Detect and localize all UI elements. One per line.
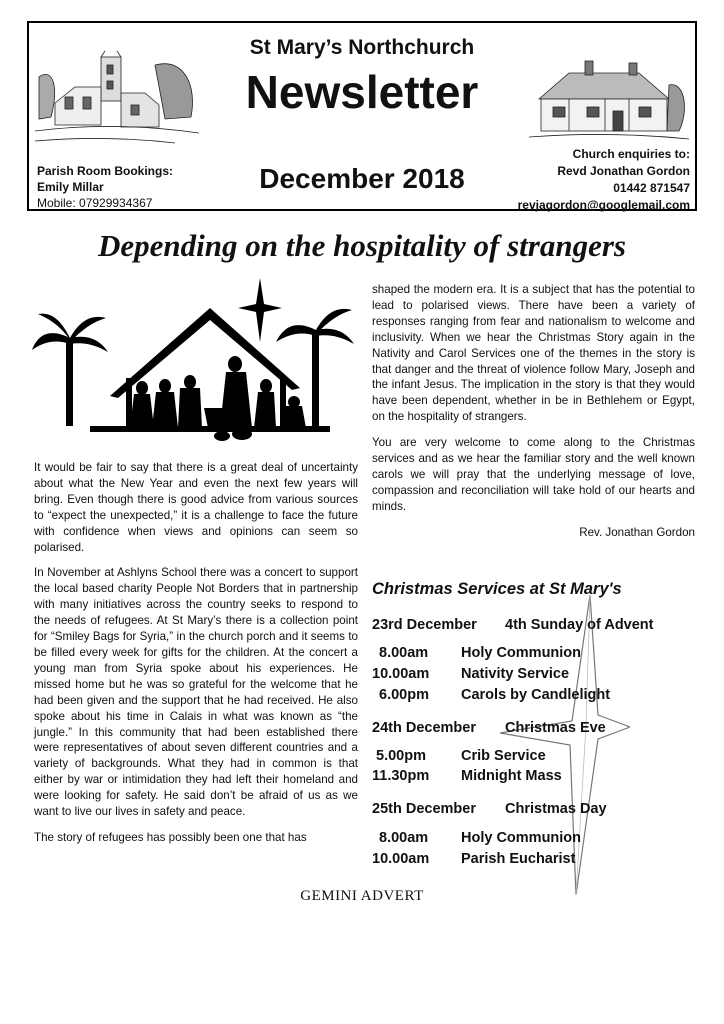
bookings-mobile: Mobile: 07929934367 bbox=[37, 196, 153, 210]
newsletter-title: Newsletter bbox=[245, 66, 479, 118]
service-day-date: 24th December bbox=[372, 720, 476, 736]
service-day-date: 25th December bbox=[372, 801, 476, 817]
article-paragraph: The story of refugees has possibly been one that has bbox=[34, 830, 307, 844]
bookings-name: Emily Millar bbox=[37, 180, 104, 194]
service-name: Crib Service bbox=[461, 748, 546, 764]
nativity-silhouette-image bbox=[30, 278, 355, 446]
service-time: 6.00pm bbox=[379, 687, 429, 703]
service-time: 8.00am bbox=[379, 830, 429, 846]
service-day-header bbox=[372, 720, 606, 736]
article-headline: Depending on the hospitality of strangers bbox=[98, 228, 626, 263]
service-item bbox=[372, 768, 562, 784]
advert-placeholder: GEMINI ADVERT bbox=[300, 888, 424, 904]
enquiries-phone: 01442 871547 bbox=[613, 181, 690, 195]
article-paragraph: You are very welcome to come along to the Christmas services and as we hear the familiar story and the well known carols we will pray that the underlying message of love, compassion and reconciliation will take hold of our hearts and minds. bbox=[372, 436, 695, 513]
issue-date: December 2018 bbox=[259, 163, 465, 194]
service-time: 10.00am bbox=[372, 851, 430, 867]
enquiries-label: Church enquiries to: bbox=[572, 147, 690, 161]
service-item bbox=[372, 851, 576, 867]
enquiries-name: Revd Jonathan Gordon bbox=[557, 164, 690, 178]
service-time: 5.00pm bbox=[376, 748, 426, 764]
service-day-header bbox=[372, 801, 607, 817]
newsletter-header bbox=[27, 21, 697, 211]
article-right-column bbox=[372, 282, 695, 541]
enquiries-info bbox=[518, 146, 690, 214]
enquiries-email: revjagordon@googlemail.com bbox=[517, 198, 690, 212]
bookings-label: Parish Room Bookings: bbox=[37, 164, 174, 178]
service-day-header bbox=[372, 617, 654, 633]
article-signature: Rev. Jonathan Gordon bbox=[579, 525, 695, 539]
services-title: Christmas Services at St Mary's bbox=[372, 580, 622, 598]
service-item bbox=[379, 830, 582, 846]
service-item bbox=[376, 748, 546, 764]
article-paragraph: It would be fair to say that there is a great deal of uncertainty about what the New Year and even the next few years will bring. Even though there is good advice from various sources to “expect the unexpected,” it is a challenge to face the future with confidence when views and opinions can seem so polarised. bbox=[34, 461, 358, 554]
article-left-column bbox=[34, 460, 358, 856]
service-name: Carols by Candlelight bbox=[461, 687, 611, 703]
service-name: Parish Eucharist bbox=[461, 851, 576, 867]
service-time: 8.00am bbox=[379, 645, 429, 661]
service-name: Midnight Mass bbox=[461, 768, 562, 784]
service-name: Holy Communion bbox=[461, 830, 582, 846]
article-paragraph: In November at Ashlyns School there was a concert to support the local based charity People Not Borders that in partnership with many initiatives across the country seeks to respond to the needs of refugees. At St Mary’s there is a collection point for “Smiley Bags for Syria,” in the church porch and it seems to be filled every week for gifts for the children. At the concert a young man from Syria spoke about his experiences. He missed home but he was so grateful for the welcome that he had been given and the support that he had received. He also spoke about his time in Calais in what was known as “the jungle.” In this community that had been established there were representatives of about seven different countries and a variety of backgrounds. What they had in common is that either by war or intimidation they had left their homeland and were looking for safety. He said don’t be afraid of us as we want to live our lives in safety and peace. bbox=[34, 566, 358, 819]
service-time: 11.30pm bbox=[372, 768, 430, 784]
cottage-sketch-image bbox=[529, 55, 689, 151]
article-paragraph: shaped the modern era. It is a subject that has the potential to lead to polarised views. There have been a variety of responses ranging from fear and nationalism to welcome and inclusivity. When we hear the Christmas Story again in the Nativity and Carol Services one of the themes in the story is that danger and the threat of violence follow Mary, Joseph and the infant Jesus. The implication in the story is that they would have been dependent, whether in be in Bethlehem or Egypt, on the hospitality of strangers. bbox=[372, 283, 695, 424]
decorative-star-icon bbox=[500, 595, 630, 895]
service-name: Nativity Service bbox=[461, 666, 570, 682]
parish-name: St Mary’s Northchurch bbox=[249, 36, 475, 59]
service-time: 10.00am bbox=[372, 666, 430, 682]
service-item bbox=[379, 645, 582, 661]
service-item bbox=[379, 687, 611, 703]
service-item bbox=[372, 666, 570, 682]
service-name: Holy Communion bbox=[461, 645, 582, 661]
service-day-name: 4th Sunday of Advent bbox=[505, 617, 654, 633]
service-day-name: Christmas Day bbox=[505, 801, 607, 817]
service-day-name: Christmas Eve bbox=[505, 720, 606, 736]
service-day-date: 23rd December bbox=[372, 617, 477, 633]
